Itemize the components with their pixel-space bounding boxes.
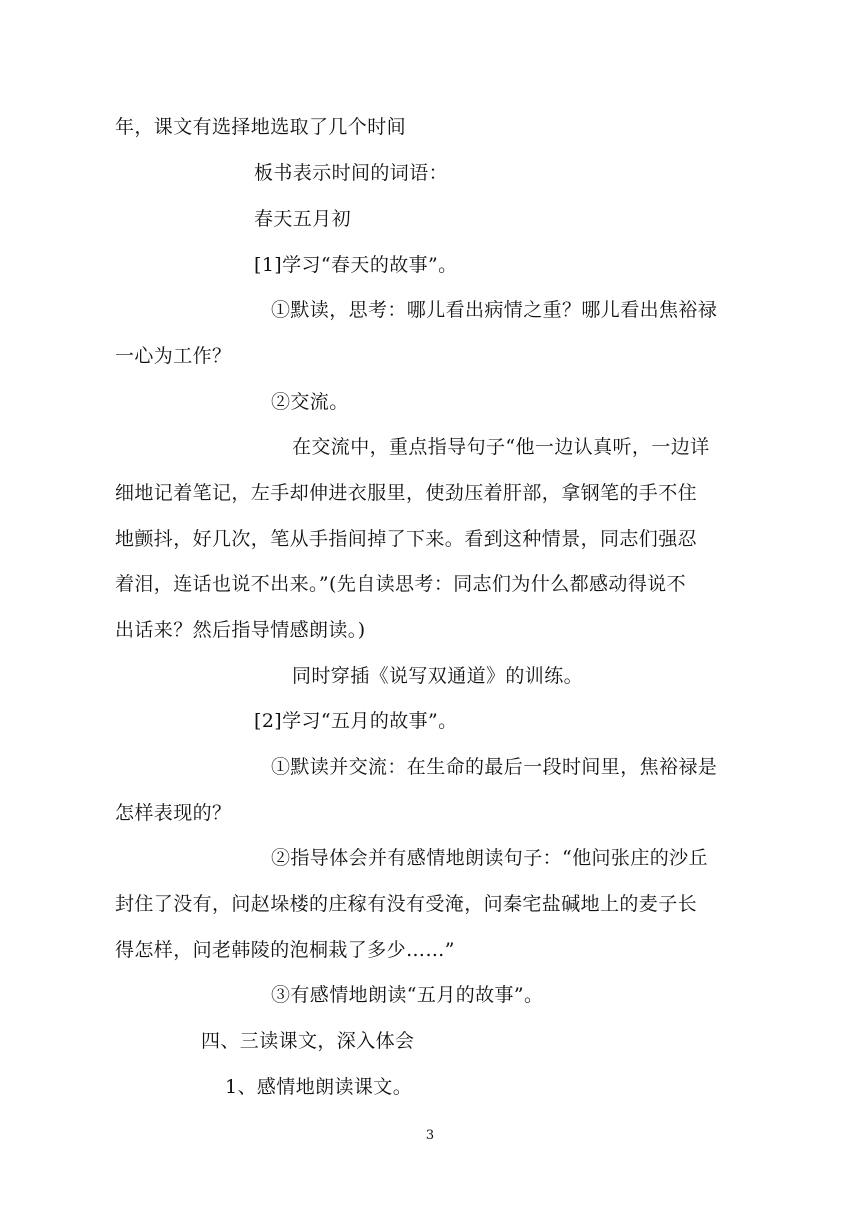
text-line: 封住了没有，问赵垛楼的庄稼有没有受淹，问秦宅盐碱地上的麦子长 [115, 893, 698, 915]
text-line: 得怎样，问老韩陵的泡桐栽了多少……” [115, 939, 455, 961]
text-line: 年，课文有选择地选取了几个时间 [115, 116, 407, 138]
text-line: 在交流中，重点指导句子“他一边认真听，一边详 [292, 436, 710, 458]
page-number: 3 [425, 1128, 435, 1143]
text-line: 出话来？然后指导情感朗读。) [115, 619, 366, 641]
text-line: 一心为工作？ [115, 345, 232, 367]
text-line: 春天五月初 [254, 208, 352, 230]
text-line: 板书表示时间的词语： [254, 162, 449, 184]
text-line: ③有感情地朗读“五月的故事”。 [271, 984, 544, 1006]
text-line: 细地记着笔记，左手却伸进衣服里，使劲压着肝部，拿钢笔的手不住 [115, 482, 698, 504]
text-line: [2]学习“五月的故事”。 [254, 710, 458, 732]
text-line: [1]学习“春天的故事”。 [254, 254, 458, 276]
text-line: 1、感情地朗读课文。 [225, 1076, 413, 1098]
text-line: 同时穿插《说写双通道》的训练。 [292, 665, 584, 687]
text-line: ①默读并交流：在生命的最后一段时间里，焦裕禄是 [271, 756, 718, 778]
text-line: 怎样表现的？ [115, 802, 232, 824]
text-line: ②交流。 [271, 391, 349, 413]
text-line: 地颤抖，好几次，笔从手指间掉了下来。看到这种情景，同志们强忍 [115, 528, 698, 550]
text-line: 着泪，连话也说不出来。”(先自读思考：同志们为什么都感动得说不 [115, 573, 687, 595]
text-line: ②指导体会并有感情地朗读句子：“他问张庄的沙丘 [271, 847, 708, 869]
text-line: ①默读，思考：哪儿看出病情之重？哪儿看出焦裕禄 [271, 299, 718, 321]
text-line: 四、三读课文，深入体会 [201, 1030, 415, 1052]
